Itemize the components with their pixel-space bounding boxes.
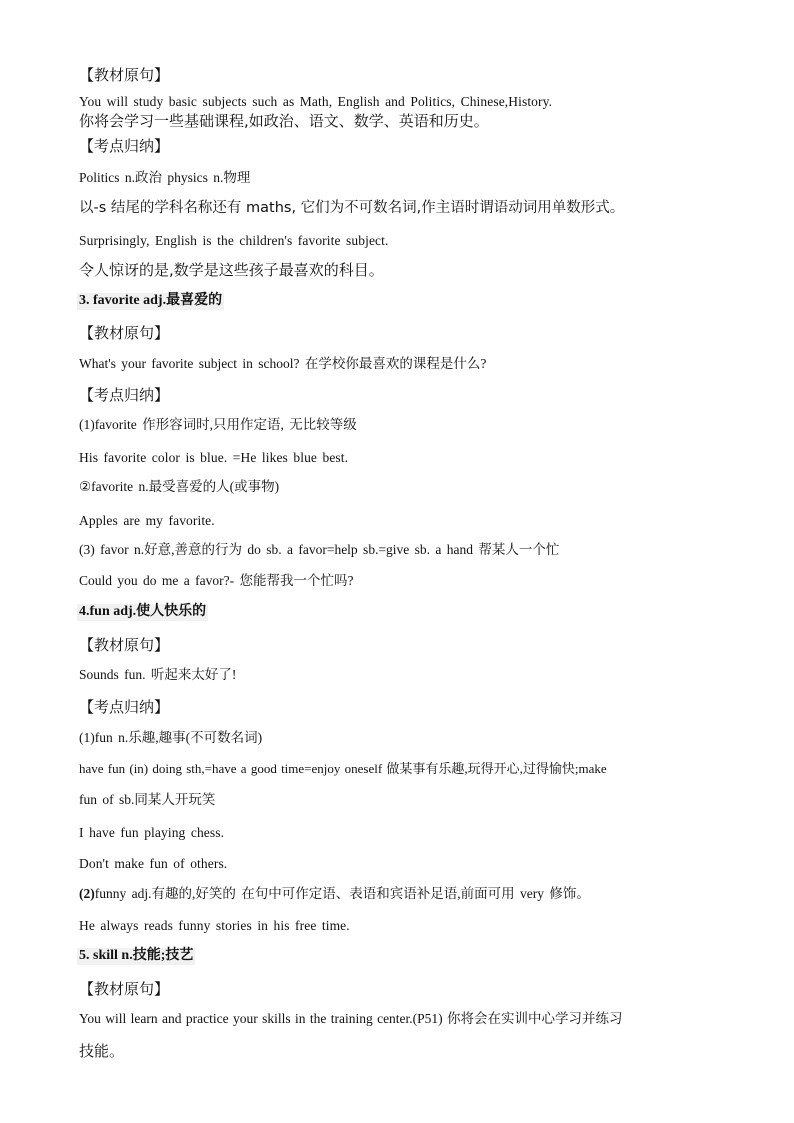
section-tag: 【教材原句】: [79, 980, 170, 998]
usage-point: (1)fun n.乐趣,趣事(不可数名词): [79, 730, 263, 745]
section-tag: 【考点归纳】: [79, 698, 170, 716]
section-tag: 【教材原句】: [79, 324, 170, 342]
english-sentence: Sounds fun. 听起来太好了!: [79, 667, 237, 682]
example-sentence: He always reads funny stories in his free time.: [79, 918, 350, 933]
vocab-heading: 4.fun adj.使人快乐的: [79, 604, 207, 619]
chinese-translation-continued: 技能。: [79, 1042, 125, 1060]
item-number: (2): [79, 886, 95, 901]
section-tag: 【教材原句】: [79, 66, 170, 84]
section-tag: 【考点归纳】: [79, 137, 170, 155]
chinese-translation: 你将会学习一些基础课程,如政治、语文、数学、英语和历史。: [79, 112, 489, 130]
section-tag: 【考点归纳】: [79, 386, 170, 404]
usage-point: have fun (in) doing sth,=have a good time=enjoy oneself 做某事有乐趣,玩得开心,过得愉快;make: [79, 761, 607, 776]
example-sentence: I have fun playing chess.: [79, 825, 225, 840]
example-sentence: Surprisingly, English is the children's favorite subject.: [79, 233, 389, 248]
explanation: 以-s 结尾的学科名称还有 maths, 它们为不可数名词,作主语时谓语动词用单数形式。: [79, 200, 625, 216]
example-sentence: Could you do me a favor?- 您能帮我一个忙吗?: [79, 573, 354, 588]
example-sentence: Don't make fun of others.: [79, 856, 228, 871]
english-sentence: What's your favorite subject in school? 在学校你最喜欢的课程是什么?: [79, 356, 487, 371]
vocab-heading: 3. favorite adj.最喜爱的: [79, 293, 223, 308]
usage-point-continued: fun of sb.同某人开玩笑: [79, 792, 216, 807]
section-tag: 【教材原句】: [79, 636, 170, 654]
usage-point: (1)favorite 作形容词时,只用作定语, 无比较等级: [79, 417, 357, 432]
usage-point: [79, 886, 590, 902]
example-sentence: His favorite color is blue. =He likes blue best.: [79, 450, 349, 465]
vocab-line: Politics n.政治 physics n.物理: [79, 170, 251, 185]
chinese-translation: 令人惊讶的是,数学是这些孩子最喜欢的科目。: [79, 261, 384, 279]
english-sentence: You will study basic subjects such as Math, English and Politics, Chinese,History.: [79, 94, 553, 109]
usage-point: (3) favor n.好意,善意的行为 do sb. a favor=help sb.=give sb. a hand 帮某人一个忙: [79, 542, 560, 557]
usage-point: ②favorite n.最受喜爱的人(或事物): [79, 479, 280, 494]
example-sentence: Apples are my favorite.: [79, 513, 215, 528]
vocab-heading: 5. skill n.技能;技艺: [79, 948, 194, 963]
usage-text: funny adj.有趣的,好笑的 在句中可作定语、表语和宾语补足语,前面可用 very 修饰。: [94, 886, 590, 901]
english-sentence: You will learn and practice your skills in the training center.(P51) 你将会在实训中心学习并练习: [79, 1011, 623, 1026]
